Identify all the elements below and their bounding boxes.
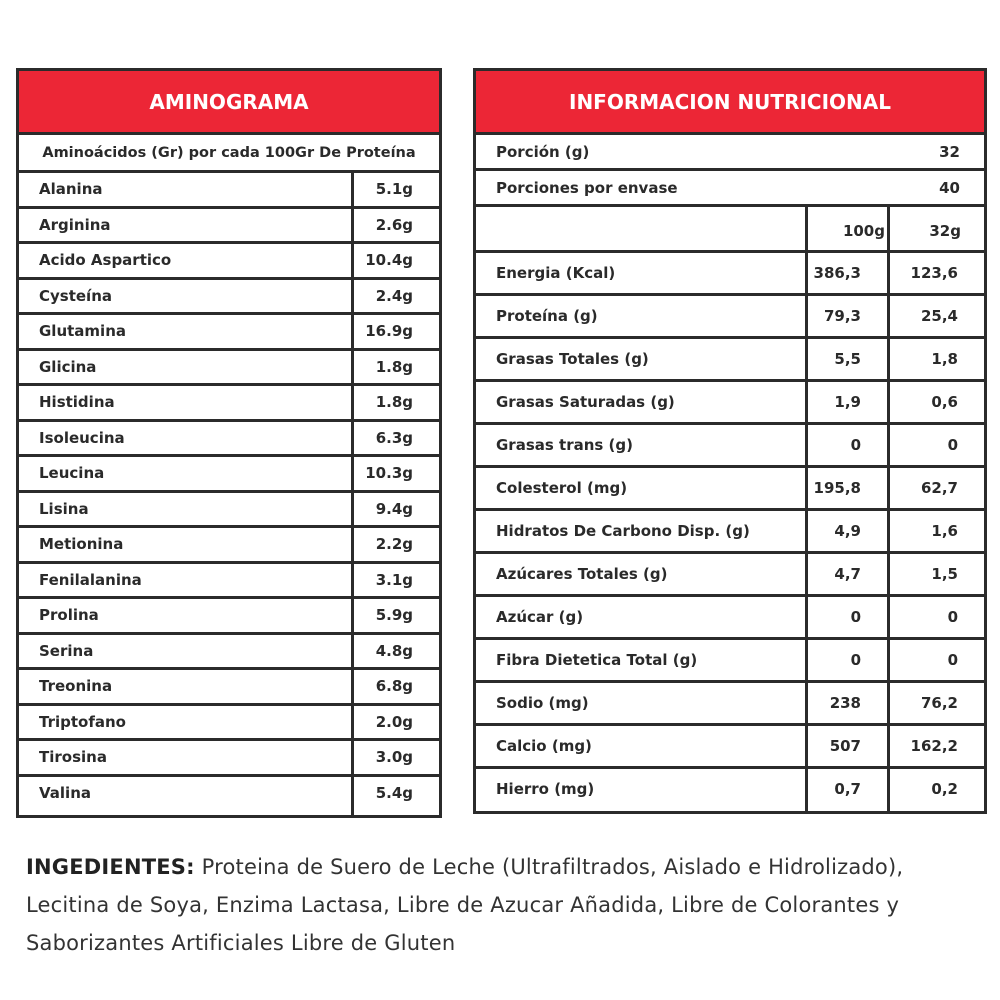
amino-value: 6.3g [375, 428, 413, 447]
amino-value: 5.4g [375, 783, 413, 802]
nutrient-name: Hierro (mg) [496, 780, 595, 798]
nutrient-value-32g: 0,2 [931, 780, 958, 798]
amino-value: 2.0g [375, 712, 413, 731]
nutrient-value-100g: 238 [829, 694, 861, 712]
amino-name: Lisina [39, 499, 89, 518]
nutrient-value-32g: 0 [947, 651, 958, 669]
column-divider [351, 170, 354, 815]
column-divider [805, 207, 808, 811]
amino-value: 5.9g [375, 606, 413, 625]
amino-value: 2.4g [375, 286, 413, 305]
nutrient-value-100g: 507 [829, 737, 861, 755]
portion-label: Porción (g) [496, 142, 590, 161]
nutrient-value-100g: 195,8 [813, 479, 861, 497]
amino-name: Arginina [39, 215, 111, 234]
aminograma-title: AMINOGRAMA [19, 71, 439, 135]
nutrient-value-32g: 62,7 [920, 479, 958, 497]
nutrient-name: Sodio (mg) [496, 694, 589, 712]
amino-value: 4.8g [375, 641, 413, 660]
nutrient-name: Hidratos De Carbono Disp. (g) [496, 522, 750, 540]
nutrient-value-32g: 1,6 [931, 522, 958, 540]
amino-value: 10.3g [365, 464, 413, 483]
amino-value: 2.6g [375, 215, 413, 234]
nutrient-value-32g: 123,6 [910, 264, 958, 282]
nutrient-name: Grasas Saturadas (g) [496, 393, 675, 411]
amino-value: 1.8g [375, 393, 413, 412]
amino-value: 10.4g [365, 251, 413, 270]
amino-name: Metionina [39, 535, 124, 554]
nutrient-value-32g: 1,5 [931, 565, 958, 583]
amino-name: Valina [39, 783, 91, 802]
nutrient-value-100g: 0,7 [834, 780, 861, 798]
nutrition-table [473, 68, 987, 814]
nutrient-value-32g: 0,6 [931, 393, 958, 411]
nutrient-value-32g: 0 [947, 608, 958, 626]
nutrient-value-32g: 0 [947, 436, 958, 454]
amino-value: 16.9g [365, 322, 413, 341]
nutrient-value-100g: 4,7 [834, 565, 861, 583]
nutrition-divider [476, 204, 984, 207]
amino-value: 1.8g [375, 357, 413, 376]
ingredients-label: INGEDIENTES: [26, 855, 195, 879]
nutrient-value-100g: 1,9 [834, 393, 861, 411]
aminograma-table [16, 68, 442, 818]
nutrient-value-100g: 5,5 [834, 350, 861, 368]
ingredients-text [26, 848, 974, 962]
nutrient-value-100g: 0 [850, 651, 861, 669]
amino-name: Treonina [39, 677, 113, 696]
nutrient-value-100g: 4,9 [834, 522, 861, 540]
nutrient-name: Fibra Dietetica Total (g) [496, 651, 698, 669]
amino-name: Glicina [39, 357, 97, 376]
ingredients-body: Proteina de Suero de Leche (Ultrafiltrados, Aislado e Hidrolizado), Lecitina de Soya, Enzima Lactasa, Libre de Azucar Añadida, Libre de Colorantes y Saborizantes Artificiales Libre de Gluten [26, 855, 904, 955]
aminograma-subtitle: Aminoácidos (Gr) por cada 100Gr De Proteína [42, 144, 416, 161]
amino-value: 3.0g [375, 748, 413, 767]
amino-name: Tirosina [39, 748, 107, 767]
nutrient-name: Proteína (g) [496, 307, 598, 325]
nutrient-name: Energia (Kcal) [496, 264, 616, 282]
amino-value: 9.4g [375, 499, 413, 518]
amino-name: Serina [39, 641, 94, 660]
column-divider [887, 207, 890, 811]
nutrient-value-32g: 1,8 [931, 350, 958, 368]
nutrition-title: INFORMACION NUTRICIONAL [476, 71, 984, 135]
nutrient-name: Azúcar (g) [496, 608, 584, 626]
servings-value: 40 [939, 178, 960, 197]
nutrient-value-100g: 79,3 [823, 307, 861, 325]
portion-value: 32 [939, 142, 960, 161]
nutrient-name: Azúcares Totales (g) [496, 565, 668, 583]
nutrient-value-100g: 0 [850, 608, 861, 626]
amino-value: 6.8g [375, 677, 413, 696]
nutrient-value-32g: 25,4 [920, 307, 958, 325]
amino-value: 5.1g [375, 180, 413, 199]
amino-name: Prolina [39, 606, 99, 625]
amino-name: Leucina [39, 464, 105, 483]
nutrient-value-100g: 386,3 [813, 264, 861, 282]
amino-value: 2.2g [375, 535, 413, 554]
servings-label: Porciones por envase [496, 178, 678, 197]
amino-name: Histidina [39, 393, 115, 412]
amino-name: Triptofano [39, 712, 126, 731]
amino-name: Fenilalanina [39, 570, 142, 589]
nutrient-value-32g: 162,2 [910, 737, 958, 755]
nutrient-name: Calcio (mg) [496, 737, 592, 755]
nutrient-name: Grasas trans (g) [496, 436, 633, 454]
amino-name: Acido Aspartico [39, 251, 172, 270]
nutrient-name: Grasas Totales (g) [496, 350, 649, 368]
col-32g-header: 32g [929, 222, 961, 240]
amino-name: Glutamina [39, 322, 126, 341]
amino-name: Isoleucina [39, 428, 125, 447]
nutrient-value-100g: 0 [850, 436, 861, 454]
nutrient-value-32g: 76,2 [920, 694, 958, 712]
nutrient-name: Colesterol (mg) [496, 479, 628, 497]
amino-value: 3.1g [375, 570, 413, 589]
amino-name: Cysteína [39, 286, 113, 305]
amino-name: Alanina [39, 180, 103, 199]
col-100g-header: 100g [842, 222, 885, 240]
